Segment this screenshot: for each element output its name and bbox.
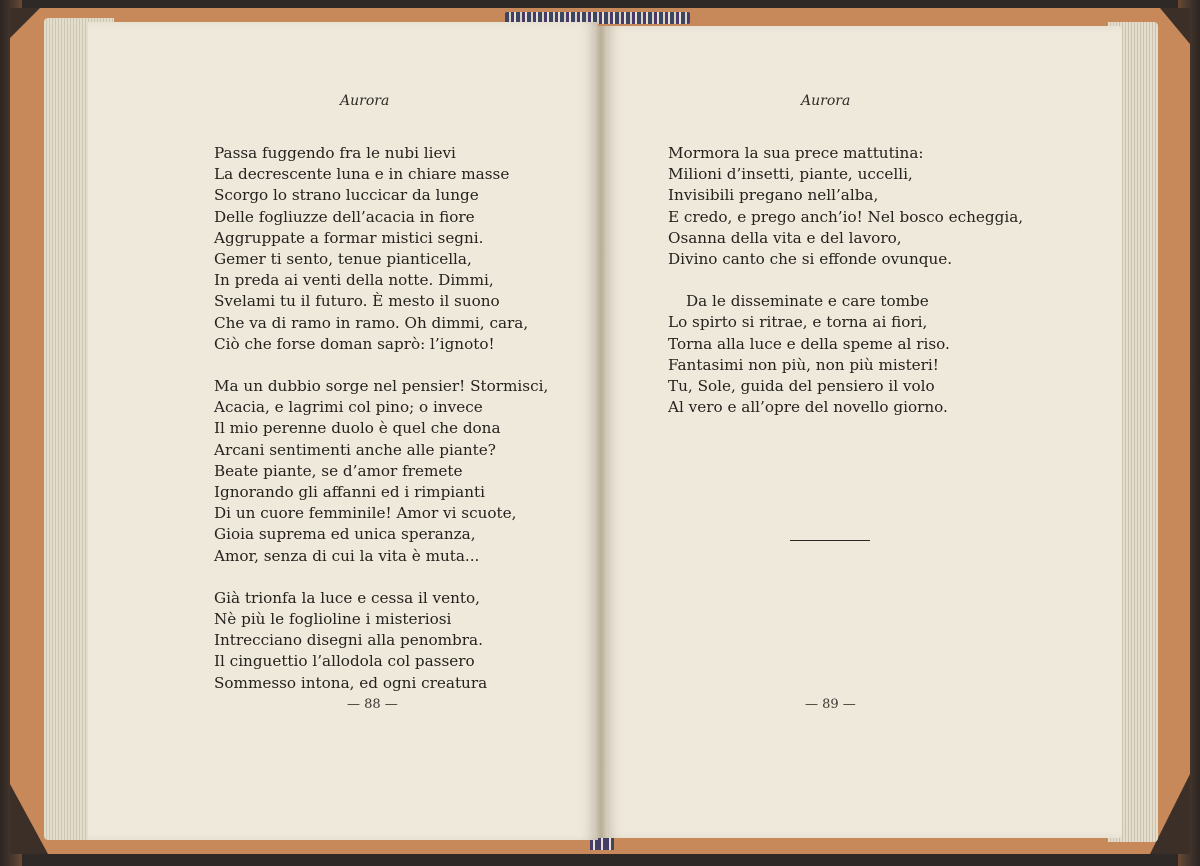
page-number-left: — 88 — xyxy=(347,697,398,712)
verse-line: Che va di ramo in ramo. Oh dimmi, cara, xyxy=(214,313,529,332)
book-gutter xyxy=(594,26,608,838)
verse-line: Fantasimi non più, non più misteri! xyxy=(668,355,939,374)
verse-line: Arcani sentimenti anche alle piante? xyxy=(214,440,496,459)
verse-line: Divino canto che si effonde ovunque. xyxy=(668,250,953,269)
verse-line: Amor, senza di cui la vita è muta... xyxy=(214,546,480,565)
verse-line: Ignorando gli affanni ed i rimpianti xyxy=(214,483,485,502)
verse-line: Nè più le foglioline i misteriosi xyxy=(214,610,452,629)
verse-line: Ciò che forse doman saprò: l’ignoto! xyxy=(214,334,495,353)
verse-line: Già trionfa la luce e cessa il vento, xyxy=(214,588,480,607)
verse-line: Milioni d’insetti, piante, uccelli, xyxy=(668,165,913,184)
verse-line: Osanna della vita e del lavoro, xyxy=(668,228,902,247)
stanza-break xyxy=(214,355,548,376)
verse-line: Intrecciano disegni alla penombra. xyxy=(214,631,483,650)
verse-line: Mormora la sua prece mattutina: xyxy=(668,144,924,162)
verse-line: In preda ai venti della notte. Dimmi, xyxy=(214,271,494,290)
verse-line: Svelami tu il futuro. È mesto il suono xyxy=(214,292,500,311)
stanza-break xyxy=(214,567,548,588)
verse-line: Scorgo lo strano luccicar da lunge xyxy=(214,186,479,205)
verse-line: Passa fuggendo fra le nubi lievi xyxy=(214,144,456,162)
verse-line: E credo, e prego anch’io! Nel bosco echeggia, xyxy=(668,207,1024,226)
poem-text-right xyxy=(668,143,1023,418)
verse-line: Sommesso intona, ed ogni creatura xyxy=(214,673,488,692)
verse-line: Aggruppate a formar mistici segni. xyxy=(214,228,484,247)
page-number-right: — 89 — xyxy=(805,697,856,712)
verse-line: Ma un dubbio sorge nel pensier! Stormisci, xyxy=(214,377,549,396)
verse-line: Il cinguettio l’allodola col passero xyxy=(214,652,475,671)
verse-line: Beate piante, se d’amor fremete xyxy=(214,461,463,480)
verse-line: Acacia, e lagrimi col pino; o invece xyxy=(214,398,483,417)
verse-line: Al vero e all’opre del novello giorno. xyxy=(668,398,948,417)
verse-line: Lo spirto si ritrae, e torna ai fiori, xyxy=(668,313,928,332)
verse-line: La decrescente luna e in chiare masse xyxy=(214,165,510,184)
verse-line: Delle fogliuzze dell’acacia in fiore xyxy=(214,207,475,226)
verse-line: Di un cuore femminile! Amor vi scuote, xyxy=(214,504,517,523)
poem-text-left xyxy=(214,143,548,694)
verse-line: Gemer ti sento, tenue pianticella, xyxy=(214,250,472,269)
running-head-right: Aurora xyxy=(801,93,851,109)
section-end-rule xyxy=(790,540,870,541)
verse-line: Tu, Sole, guida del pensiero il volo xyxy=(668,377,935,396)
verse-line: Il mio perenne duolo è quel che dona xyxy=(214,419,501,438)
running-head-left: Aurora xyxy=(340,93,390,109)
verse-line: Invisibili pregano nell’alba, xyxy=(668,186,879,205)
verse-line: Gioia suprema ed unica speranza, xyxy=(214,525,476,544)
verse-line: Da le disseminate e care tombe xyxy=(686,292,929,311)
verse-line: Torna alla luce e della speme al riso. xyxy=(668,334,950,353)
stanza-break xyxy=(668,270,1023,291)
